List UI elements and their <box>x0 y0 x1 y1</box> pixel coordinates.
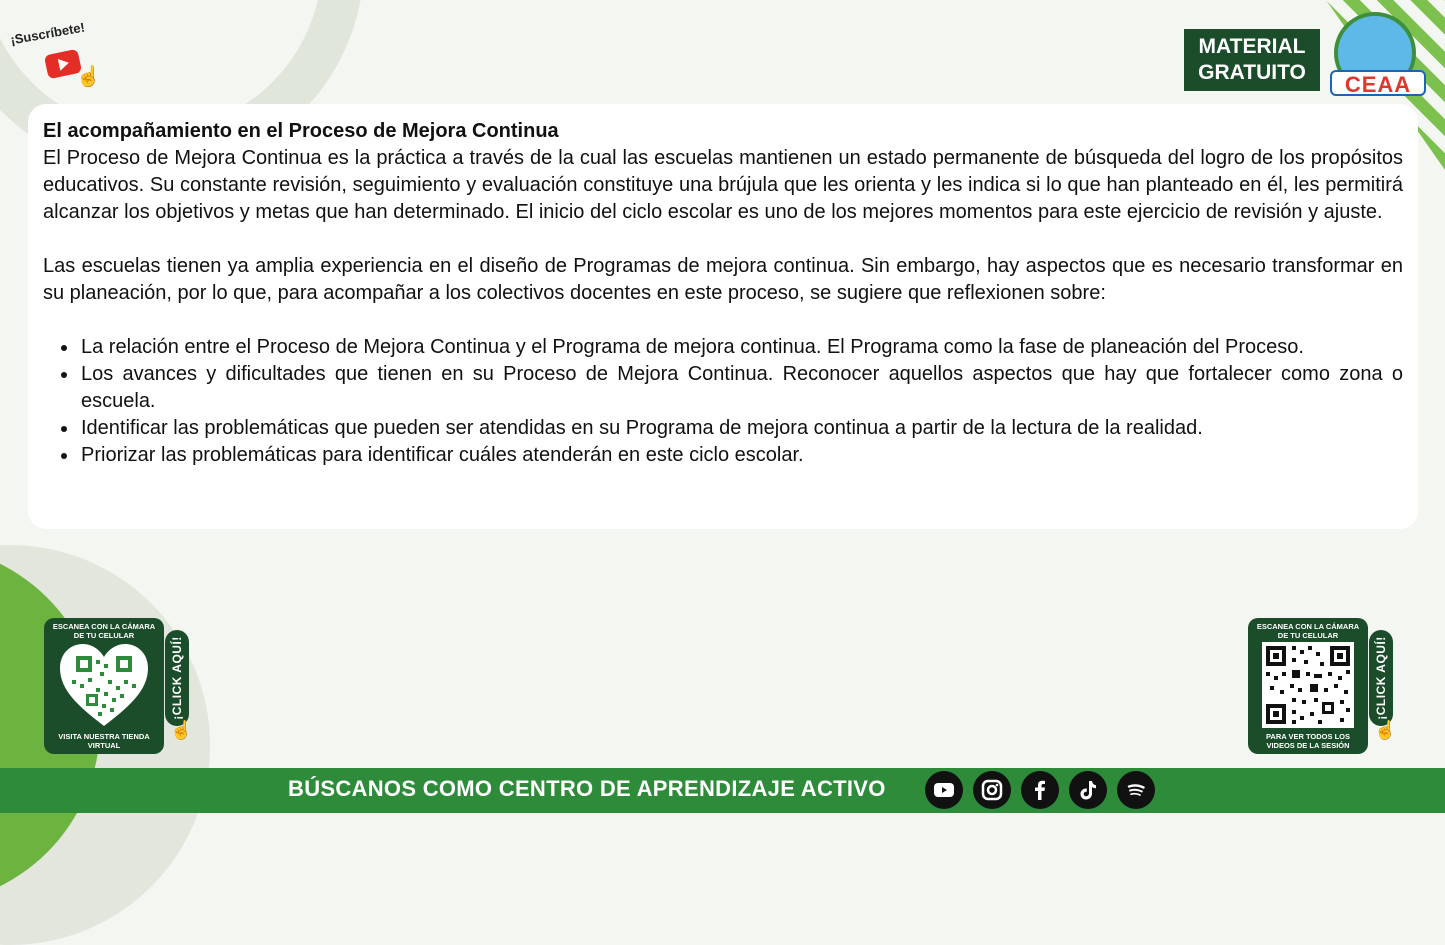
qr-instruction: ESCANEA CON LA CÁMARA DE TU CELULAR <box>1256 622 1360 640</box>
badge-line2: GRATUITO <box>1198 61 1306 84</box>
footer-bar <box>0 768 1445 813</box>
hand-cursor-icon: ☝ <box>76 66 101 88</box>
footer-text: BÚSCANOS COMO CENTRO DE APRENDIZAJE ACTIVO <box>288 776 886 801</box>
badge-line1: MATERIAL <box>1198 35 1306 58</box>
list-item: Identificar las problemáticas que pueden ser atendidas en su Programa de mejora continua a partir de la lectura de la realidad. <box>81 415 1403 442</box>
ceaa-logo <box>1330 12 1426 98</box>
click-here-label: ¡CLICK AQUÍ! <box>1374 636 1388 720</box>
click-here-tab[interactable] <box>165 630 189 726</box>
qr-caption: PARA VER TODOS LOS VIDEOS DE LA SESIÓN <box>1265 732 1351 750</box>
logo-text: CEAA <box>1330 70 1426 96</box>
heart-qr-code[interactable] <box>58 642 150 728</box>
paragraph-intro: El Proceso de Mejora Continua es la práctica a través de la cual las escuelas mantienen un estado permanente de búsqueda del logro de los propósitos educativos. Su constante revisión, seguimiento y evaluación constituye una brújula que les orienta y les indica si lo que han planteado en él, les permitirá alcanzar los objetivos y metas que han determinado. El inicio del ciclo escolar es uno de los mejores momentos para este ejercicio de revisión y ajuste. <box>43 147 1403 223</box>
qr-instruction: ESCANEA CON LA CÁMARA DE TU CELULAR <box>52 622 156 640</box>
list-item: Priorizar las problemáticas para identificar cuáles atenderán en este ciclo escolar. <box>81 442 1403 469</box>
tap-hand-icon: ☝ <box>170 720 193 740</box>
free-material-badge <box>1184 29 1320 91</box>
paragraph-context: Las escuelas tienen ya amplia experiencia en el diseño de Programas de mejora continua. Sin embargo, hay aspectos que es necesario transformar en su planeación, por lo que, para acompañar a los colectivos docentes en este proceso, se sugiere que reflexionen sobre: <box>43 255 1403 304</box>
document-title: El acompañamiento en el Proceso de Mejora Continua <box>43 120 559 142</box>
tiktok-icon[interactable] <box>1069 771 1107 809</box>
qr-caption: VISITA NUESTRA TIENDA VIRTUAL <box>58 732 150 750</box>
qr-store-card[interactable] <box>44 618 164 754</box>
facebook-icon[interactable] <box>1021 771 1059 809</box>
subscribe-button[interactable] <box>6 14 116 88</box>
click-here-label: ¡CLICK AQUÍ! <box>170 636 184 720</box>
qr-code[interactable] <box>1262 642 1354 728</box>
list-item: La relación entre el Proceso de Mejora Continua y el Programa de mejora continua. El Programa como la fase de planeación del Proceso. <box>81 334 1403 361</box>
instagram-icon[interactable] <box>973 771 1011 809</box>
content-card <box>28 104 1418 529</box>
tap-hand-icon: ☝ <box>1374 720 1397 740</box>
qr-videos-card[interactable] <box>1248 618 1368 754</box>
youtube-icon[interactable] <box>925 771 963 809</box>
spotify-icon[interactable] <box>1117 771 1155 809</box>
subscribe-label: ¡Suscríbete! <box>9 19 86 48</box>
click-here-tab[interactable] <box>1369 630 1393 726</box>
reflection-list <box>43 334 1403 469</box>
list-item: Los avances y dificultades que tienen en su Proceso de Mejora Continua. Reconocer aquellos aspectos que hay que fortalecer como zona o escuela. <box>81 361 1403 415</box>
